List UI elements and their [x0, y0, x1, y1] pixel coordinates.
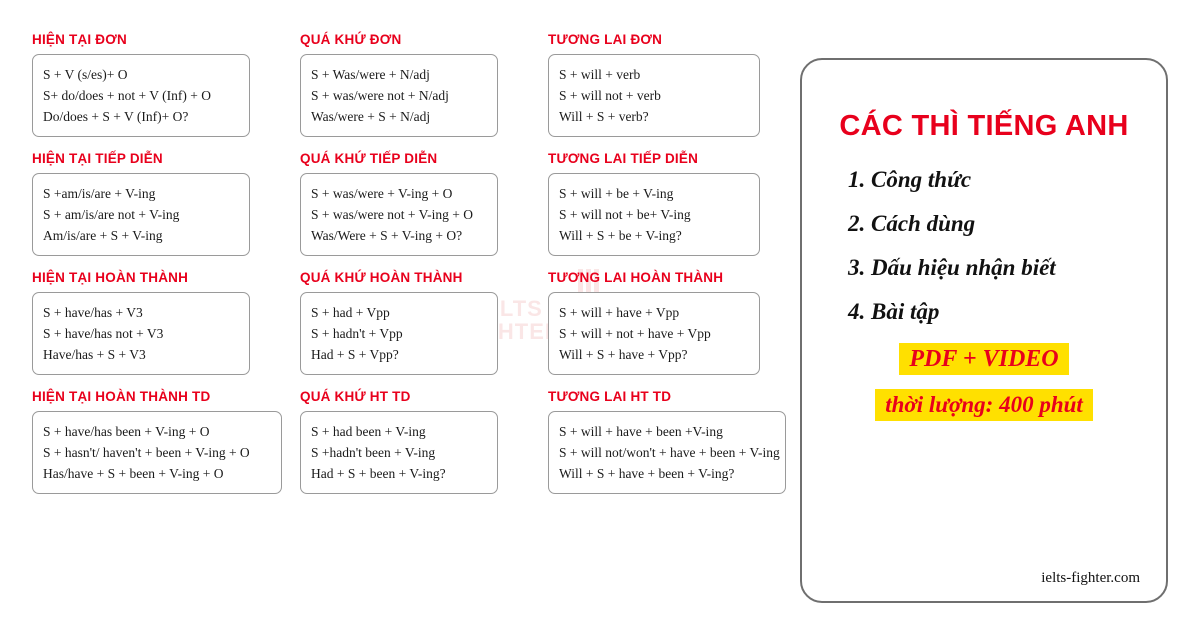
card-body [300, 173, 498, 256]
formula-line: S +am/is/are + V-ing [43, 186, 156, 201]
formula-line: S + V (s/es)+ O [43, 67, 128, 82]
formula-line: Had + S + Vpp? [311, 347, 399, 362]
card-body [32, 54, 250, 137]
card-title: QUÁ KHỨ HOÀN THÀNH [300, 270, 463, 285]
card-body [548, 292, 760, 375]
card-future-continuous [548, 151, 763, 256]
formula-line: Will + S + have + Vpp? [559, 347, 688, 362]
card-body [32, 292, 250, 375]
card-body [32, 411, 282, 494]
formula-line: S + will + verb [559, 67, 641, 82]
formula-line: S + have/has + V3 [43, 305, 143, 320]
card-title: QUÁ KHỨ TIẾP DIỄN [300, 151, 438, 166]
formula-line: S + will + have + been +V-ing [559, 424, 723, 439]
card-past-perfect-continuous [300, 389, 515, 494]
formula-line: Was/were + S + N/adj [311, 109, 431, 124]
card-body [548, 411, 786, 494]
card-title: TƯƠNG LAI HT TD [548, 389, 672, 404]
formula-line: S + will + have + Vpp [559, 305, 680, 320]
formula-line: Have/has + S + V3 [43, 347, 146, 362]
formula-line: S + was/were not + N/adj [311, 88, 449, 103]
list-item: 1. Công thức [848, 167, 972, 192]
highlight-block [802, 343, 1166, 421]
formula-line: S + had + Vpp [311, 305, 390, 320]
site-url: ielts-fighter.com [1041, 570, 1140, 586]
formula-line: S+ do/does + not + V (Inf) + O [43, 88, 211, 103]
formula-line: S + had been + V-ing [311, 424, 426, 439]
formula-line: S + will + be + V-ing [559, 186, 674, 201]
formula-line: S + was/were + V-ing + O [311, 186, 453, 201]
card-body [300, 411, 498, 494]
card-title: QUÁ KHỨ ĐƠN [300, 32, 402, 47]
list-item: 2. Cách dùng [848, 211, 976, 236]
formula-line: Will + S + have + been + V-ing? [559, 466, 735, 481]
card-body [548, 54, 760, 137]
card-past-continuous [300, 151, 515, 256]
watermark-line-2: FIGHTER [458, 319, 562, 344]
badge-pdf-video: PDF + VIDEO [899, 343, 1068, 375]
panel-title: CÁC THÌ TIẾNG ANH [839, 110, 1129, 142]
card-title: HIỆN TẠI TIẾP DIỄN [32, 151, 163, 166]
column-present [32, 32, 250, 508]
card-body [548, 173, 760, 256]
info-panel [800, 58, 1168, 603]
card-present-simple [32, 32, 247, 137]
formula-line: S + will not + verb [559, 88, 661, 103]
card-future-perfect [548, 270, 763, 375]
formula-line: S + have/has not + V3 [43, 326, 164, 341]
card-past-perfect [300, 270, 515, 375]
list-item: 3. Dấu hiệu nhận biết [848, 255, 1056, 280]
card-future-perfect-continuous [548, 389, 780, 494]
card-title: HIỆN TẠI ĐƠN [32, 32, 127, 47]
formula-line: Has/have + S + been + V-ing + O [43, 466, 224, 481]
list-item: 4. Bài tập [848, 299, 940, 324]
formula-line: S + am/is/are not + V-ing [43, 207, 180, 222]
card-body [300, 292, 498, 375]
card-title: TƯƠNG LAI ĐƠN [548, 32, 663, 47]
formula-line: S + was/were not + V-ing + O [311, 207, 473, 222]
formula-line: S + have/has been + V-ing + O [43, 424, 210, 439]
formula-line: S + hasn't/ haven't + been + V-ing + O [43, 445, 250, 460]
formula-line: Do/does + S + V (Inf)+ O? [43, 109, 189, 124]
card-title: HIỆN TẠI HOÀN THÀNH [32, 270, 189, 285]
card-future-simple [548, 32, 763, 137]
card-title: TƯƠNG LAI HOÀN THÀNH [548, 270, 724, 285]
card-title: HIỆN TẠI HOÀN THÀNH TD [32, 389, 211, 404]
card-body [32, 173, 250, 256]
card-present-continuous [32, 151, 247, 256]
card-title: QUÁ KHỨ HT TD [300, 389, 411, 404]
column-future [548, 32, 780, 508]
formula-line: Had + S + been + V-ing? [311, 466, 446, 481]
formula-line: Will + S + verb? [559, 109, 649, 124]
watermark-line-1: IELTS [477, 295, 543, 321]
formula-line: S +hadn't been + V-ing [311, 445, 436, 460]
formula-line: Was/Were + S + V-ing + O? [311, 228, 463, 243]
card-present-perfect-continuous [32, 389, 250, 494]
card-past-simple [300, 32, 515, 137]
formula-line: S + will not + be+ V-ing [559, 207, 691, 222]
card-title: TƯƠNG LAI TIẾP DIỄN [548, 151, 699, 166]
formula-line: Will + S + be + V-ing? [559, 228, 682, 243]
column-past [300, 32, 515, 508]
badge-duration: thời lượng: 400 phút [875, 389, 1093, 421]
formula-line: S + Was/were + N/adj [311, 67, 430, 82]
formula-line: S + will not/won't + have + been + V-ing [559, 445, 780, 460]
card-body [300, 54, 498, 137]
panel-list [848, 167, 1166, 325]
formula-line: Am/is/are + S + V-ing [43, 228, 163, 243]
formula-line: S + will + not + have + Vpp [559, 326, 711, 341]
card-present-perfect [32, 270, 247, 375]
formula-line: S + hadn't + Vpp [311, 326, 403, 341]
